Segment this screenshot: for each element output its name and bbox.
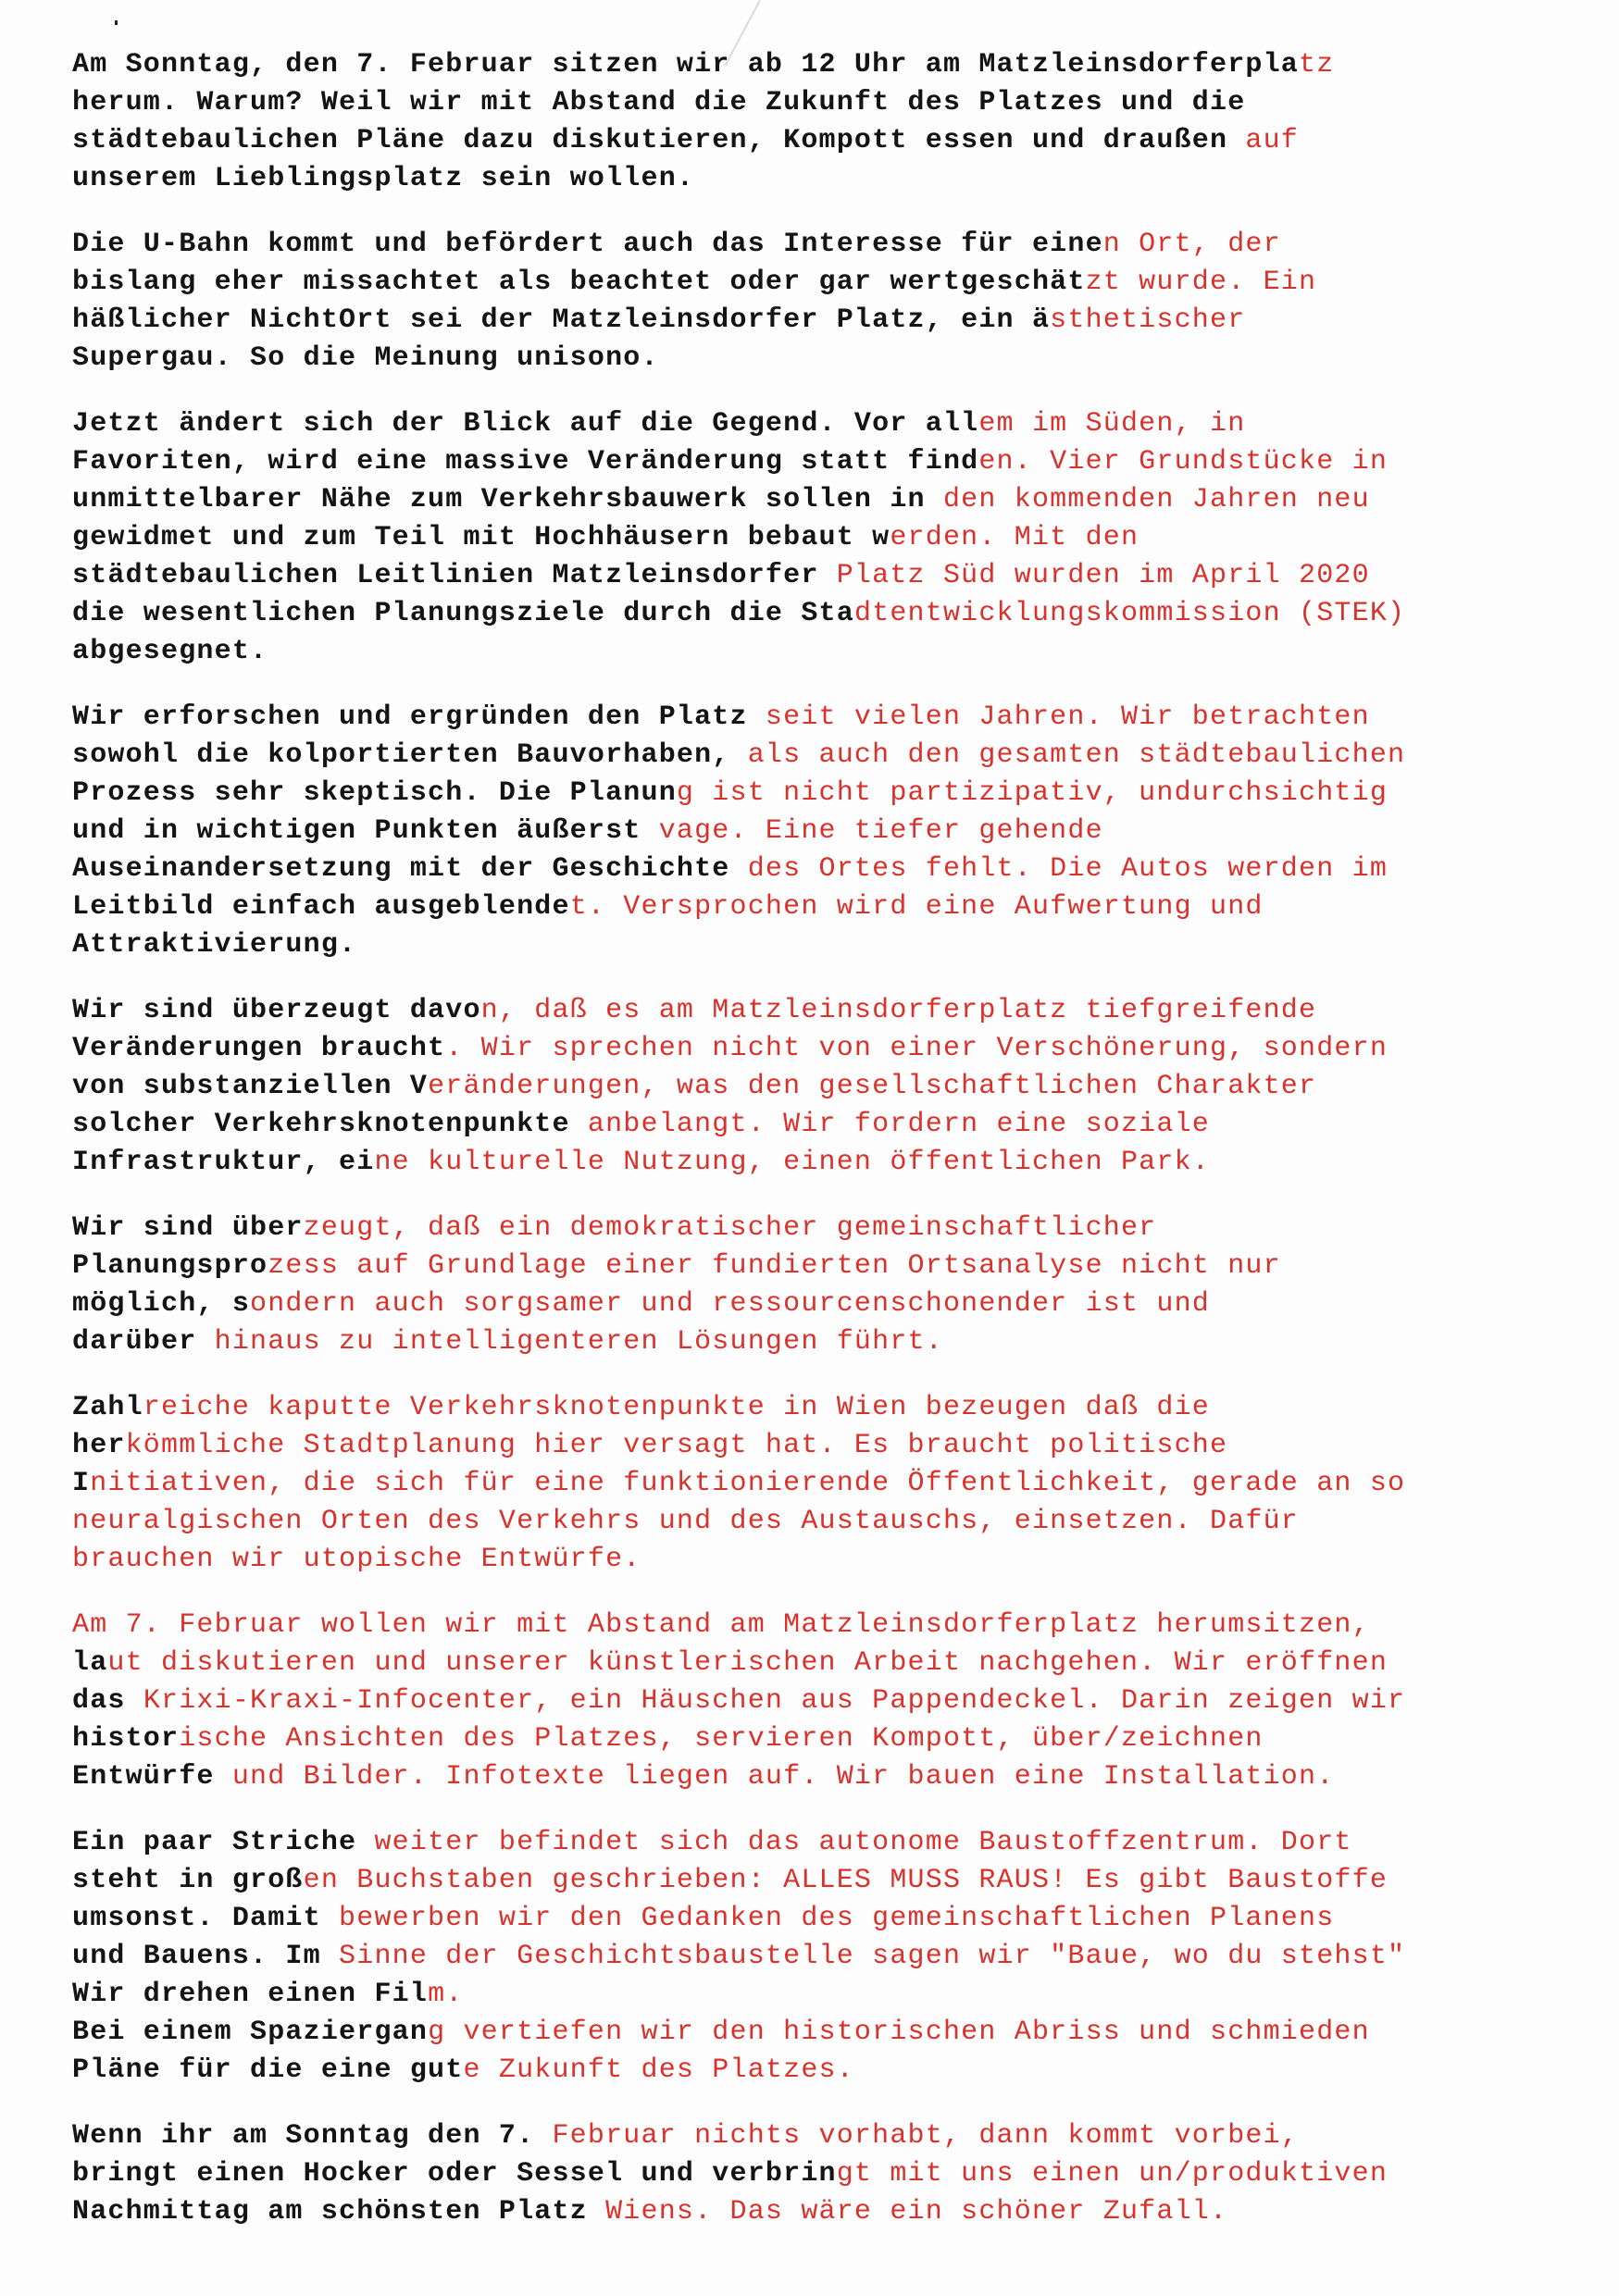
- black-ink-segment: Wir sind überzeugt davo: [72, 995, 481, 1026]
- black-ink-segment: häßlicher NichtOrt sei der Matzleinsdorfer Platz, ein ä: [72, 304, 1051, 336]
- text-line: [72, 1682, 1572, 1720]
- red-ink-segment: Sinne der Geschichtsbaustelle sagen wir "Baue, wo du stehst": [339, 1941, 1406, 1972]
- black-ink-segment: herum. Warum? Weil wir mit Abstand die Zukunft des Platzes und die: [72, 87, 1246, 118]
- text-line: [72, 2117, 1572, 2155]
- red-ink-segment: ische Ansichten des Platzes, servieren Kompott, über/zeichnen: [179, 1723, 1264, 1755]
- red-ink-segment: neuralgischen Orten des Verkehrs und des Austauschs, einsetzen. Dafür: [72, 1506, 1300, 1537]
- black-ink-segment: Wir drehen einen Fil: [72, 1979, 429, 2010]
- red-ink-segment: dtentwicklungskommission (STEK): [853, 598, 1406, 629]
- text-line: [72, 1938, 1572, 1976]
- text-line: [72, 1900, 1572, 1938]
- text-line: [72, 1862, 1572, 1900]
- red-ink-segment: t. Versprochen wird eine Aufwertung und: [569, 891, 1264, 923]
- text-line: [72, 1720, 1572, 1758]
- black-ink-segment: histor: [72, 1723, 180, 1755]
- typed-text-body: [72, 46, 1572, 2259]
- black-ink-segment: Wenn ihr am Sonntag den 7.: [72, 2120, 553, 2152]
- text-line: [72, 302, 1572, 340]
- paragraph: [72, 1210, 1572, 1361]
- red-ink-segment: den kommenden Jahren neu: [942, 484, 1370, 515]
- black-ink-segment: Ein paar Striche: [72, 1827, 375, 1858]
- text-line: [72, 992, 1572, 1030]
- black-ink-segment: steht in groß: [72, 1865, 304, 1896]
- text-line: [72, 595, 1572, 633]
- red-ink-segment: reiche kaputte Verkehrsknotenpunkte in Wien bezeugen daß die: [143, 1392, 1210, 1423]
- red-ink-segment: anbelangt. Wir fordern eine soziale: [587, 1109, 1210, 1140]
- black-ink-segment: Planungspro: [72, 1250, 268, 1282]
- text-line: [72, 699, 1572, 737]
- black-ink-segment: Die U-Bahn kommt und befördert auch das Interesse für eine: [72, 229, 1103, 260]
- text-line: [72, 1503, 1572, 1541]
- red-ink-segment: tz: [1299, 49, 1335, 81]
- black-ink-segment: Favoriten, wird eine massive Veränderung statt find: [72, 446, 979, 478]
- text-line: [72, 1389, 1572, 1427]
- black-ink-segment: die wesentlichen Planungsziele durch die Sta: [72, 598, 854, 629]
- red-ink-segment: sthetischer: [1050, 304, 1246, 336]
- red-ink-segment: n Ort, der: [1102, 229, 1281, 260]
- text-line: [72, 160, 1572, 198]
- black-ink-segment: und Bauens. Im: [72, 1941, 340, 1972]
- text-line: [72, 481, 1572, 519]
- red-ink-segment: als auch den gesamten städtebaulichen: [747, 739, 1406, 771]
- text-line: [72, 2052, 1572, 2090]
- red-ink-segment: hinaus zu intelligenteren Lösungen führt.: [214, 1326, 943, 1358]
- text-line: [72, 2155, 1572, 2193]
- black-ink-segment: Attraktivierung.: [72, 929, 357, 961]
- black-ink-segment: solcher Verkehrsknotenpunkte: [72, 1109, 588, 1140]
- red-ink-segment: en. Vier Grundstücke in: [978, 446, 1389, 478]
- text-line: [72, 1824, 1572, 1862]
- black-ink-segment: umsonst. Damit: [72, 1903, 340, 1934]
- black-ink-segment: bringt einen Hocker oder Sessel und verbrin: [72, 2158, 837, 2190]
- black-ink-segment: Prozess sehr skeptisch. Die Planun: [72, 777, 677, 809]
- text-line: [72, 84, 1572, 122]
- black-ink-segment: bislang eher missachtet als beachtet oder gar wertgeschät: [72, 267, 1086, 298]
- red-ink-segment: nitiativen, die sich für eine funktionierende Öffentlichkeit, gerade an so: [90, 1468, 1406, 1499]
- paragraph: [72, 699, 1572, 964]
- text-line: [72, 122, 1572, 160]
- black-ink-segment: darüber: [72, 1326, 215, 1358]
- black-ink-segment: von substanziellen V: [72, 1071, 429, 1102]
- red-ink-segment: Wiens. Das wäre ein schöner Zufall.: [605, 2196, 1228, 2228]
- black-ink-segment: städtebaulichen Leitlinien Matzleinsdorfer: [72, 560, 837, 591]
- black-ink-segment: Bei einem Spaziergan: [72, 2017, 429, 2048]
- text-line: [72, 1285, 1572, 1323]
- text-line: [72, 737, 1572, 775]
- red-ink-segment: und Bilder. Infotexte liegen auf. Wir bauen eine Installation.: [231, 1761, 1335, 1793]
- red-ink-segment: des Ortes fehlt. Die Autos werden im: [747, 853, 1389, 885]
- black-ink-segment: Zahl: [72, 1392, 143, 1423]
- black-ink-segment: Pläne für die eine gut: [72, 2054, 464, 2086]
- text-line: [72, 1465, 1572, 1503]
- red-ink-segment: Platz Süd wurden im April 2020: [836, 560, 1370, 591]
- text-line: [72, 557, 1572, 595]
- red-ink-segment: Februar nichts vorhabt, dann kommt vorbei,: [552, 2120, 1300, 2152]
- black-ink-segment: möglich, s: [72, 1288, 251, 1320]
- red-ink-segment: weiter befindet sich das autonome Baustoffzentrum. Dort: [374, 1827, 1352, 1858]
- text-line: [72, 813, 1572, 850]
- black-ink-segment: Supergau. So die Meinung unisono.: [72, 342, 659, 374]
- text-line: [72, 775, 1572, 813]
- red-ink-segment: zeugt, daß ein demokratischer gemeinschaftlicher: [303, 1212, 1157, 1244]
- black-ink-segment: das: [72, 1685, 143, 1717]
- red-ink-segment: em im Süden, in: [978, 408, 1246, 440]
- red-ink-segment: . Wir sprechen nicht von einer Verschönerung, sondern: [445, 1033, 1389, 1064]
- black-ink-segment: gewidmet und zum Teil mit Hochhäusern bebaut w: [72, 522, 890, 553]
- text-line: [72, 405, 1572, 443]
- black-ink-segment: und in wichtigen Punkten äußerst: [72, 815, 659, 847]
- red-ink-segment: g vertiefen wir den historischen Abriss und schmieden: [428, 2017, 1370, 2048]
- red-ink-segment: Am 7. Februar wollen wir mit Abstand am Matzleinsdorferplatz herumsitzen,: [72, 1609, 1370, 1641]
- red-ink-segment: e Zukunft des Platzes.: [463, 2054, 854, 2086]
- black-ink-segment: sowohl die kolportierten Bauvorhaben,: [72, 739, 748, 771]
- red-ink-segment: zess auf Grundlage einer fundierten Ortsanalyse nicht nur: [268, 1250, 1281, 1282]
- red-ink-segment: seit vielen Jahren. Wir betrachten: [765, 701, 1370, 733]
- text-line: [72, 1210, 1572, 1247]
- text-line: [72, 264, 1572, 302]
- text-line: [72, 443, 1572, 481]
- text-line: [72, 2193, 1572, 2231]
- text-line: [72, 633, 1572, 671]
- red-ink-segment: auf: [1245, 125, 1300, 156]
- red-ink-segment: m.: [428, 1979, 464, 2010]
- red-ink-segment: n, daß es am Matzleinsdorferplatz tiefgreifende: [480, 995, 1317, 1026]
- red-ink-segment: ut diskutieren und unserer künstlerischen Arbeit nachgehen. Wir eröffnen: [107, 1647, 1389, 1679]
- black-ink-segment: Veränderungen braucht: [72, 1033, 446, 1064]
- text-line: [72, 1607, 1572, 1644]
- black-ink-segment: städtebaulichen Pläne dazu diskutieren, Kompott essen und draußen: [72, 125, 1246, 156]
- red-ink-segment: eränderungen, was den gesellschaftlichen Charakter: [428, 1071, 1317, 1102]
- text-line: [72, 1644, 1572, 1682]
- red-ink-segment: gt mit uns einen un/produktiven: [836, 2158, 1389, 2190]
- black-ink-segment: unserem Lieblingsplatz sein wollen.: [72, 163, 695, 194]
- text-line: [72, 226, 1572, 264]
- text-line: [72, 2014, 1572, 2052]
- text-line: [72, 1976, 1572, 2014]
- text-line: [72, 340, 1572, 378]
- paragraph: [72, 2117, 1572, 2231]
- red-ink-segment: g ist nicht partizipativ, undurchsichtig: [676, 777, 1389, 809]
- black-ink-segment: la: [72, 1647, 108, 1679]
- text-line: [72, 850, 1572, 888]
- ink-speck: [115, 20, 118, 25]
- black-ink-segment: Jetzt ändert sich der Blick auf die Gegend. Vor all: [72, 408, 979, 440]
- red-ink-segment: erden. Mit den: [890, 522, 1140, 553]
- black-ink-segment: Wir sind über: [72, 1212, 304, 1244]
- red-ink-segment: vage. Eine tiefer gehende: [658, 815, 1103, 847]
- black-ink-segment: Infrastruktur, ei: [72, 1147, 375, 1178]
- red-ink-segment: kömmliche Stadtplanung hier versagt hat. Es braucht politische: [125, 1430, 1228, 1461]
- text-line: [72, 1427, 1572, 1465]
- red-ink-segment: Krixi-Kraxi-Infocenter, ein Häuschen aus Pappendeckel. Darin zeigen wir: [143, 1685, 1406, 1717]
- paragraph: [72, 46, 1572, 198]
- black-ink-segment: Am Sonntag, den 7. Februar sitzen wir ab 12 Uhr am Matzleinsdorferpla: [72, 49, 1300, 81]
- black-ink-segment: Leitbild einfach ausgeblende: [72, 891, 570, 923]
- text-line: [72, 1106, 1572, 1144]
- paragraph: [72, 1389, 1572, 1579]
- text-line: [72, 1541, 1572, 1579]
- black-ink-segment: unmittelbarer Nähe zum Verkehrsbauwerk sollen in: [72, 484, 943, 515]
- text-line: [72, 1323, 1572, 1361]
- black-ink-segment: abgesegnet.: [72, 636, 268, 667]
- black-ink-segment: Auseinandersetzung mit der Geschichte: [72, 853, 748, 885]
- red-ink-segment: brauchen wir utopische Entwürfe.: [72, 1544, 641, 1575]
- black-ink-segment: her: [72, 1430, 126, 1461]
- black-ink-segment: Nachmittag am schönsten Platz: [72, 2196, 606, 2228]
- red-ink-segment: zt wurde. Ein: [1085, 267, 1317, 298]
- text-line: [72, 1030, 1572, 1068]
- text-line: [72, 926, 1572, 964]
- black-ink-segment: Wir erforschen und ergründen den Platz: [72, 701, 766, 733]
- text-line: [72, 1068, 1572, 1106]
- red-ink-segment: ne kulturelle Nutzung, einen öffentlichen Park.: [374, 1147, 1210, 1178]
- text-line: [72, 519, 1572, 557]
- red-ink-segment: ondern auch sorgsamer und ressourcenschonender ist und: [250, 1288, 1210, 1320]
- black-ink-segment: I: [72, 1468, 91, 1499]
- black-ink-segment: Entwürfe: [72, 1761, 232, 1793]
- paragraph: [72, 1607, 1572, 1796]
- text-line: [72, 888, 1572, 926]
- paragraph: [72, 1824, 1572, 2090]
- paragraph: [72, 992, 1572, 1182]
- red-ink-segment: en Buchstaben geschrieben: ALLES MUSS RAUS! Es gibt Baustoffe: [303, 1865, 1389, 1896]
- text-line: [72, 46, 1572, 84]
- paragraph: [72, 226, 1572, 378]
- text-line: [72, 1247, 1572, 1285]
- text-line: [72, 1758, 1572, 1796]
- paragraph: [72, 405, 1572, 671]
- text-line: [72, 1144, 1572, 1182]
- red-ink-segment: bewerben wir den Gedanken des gemeinschaftlichen Planens: [339, 1903, 1335, 1934]
